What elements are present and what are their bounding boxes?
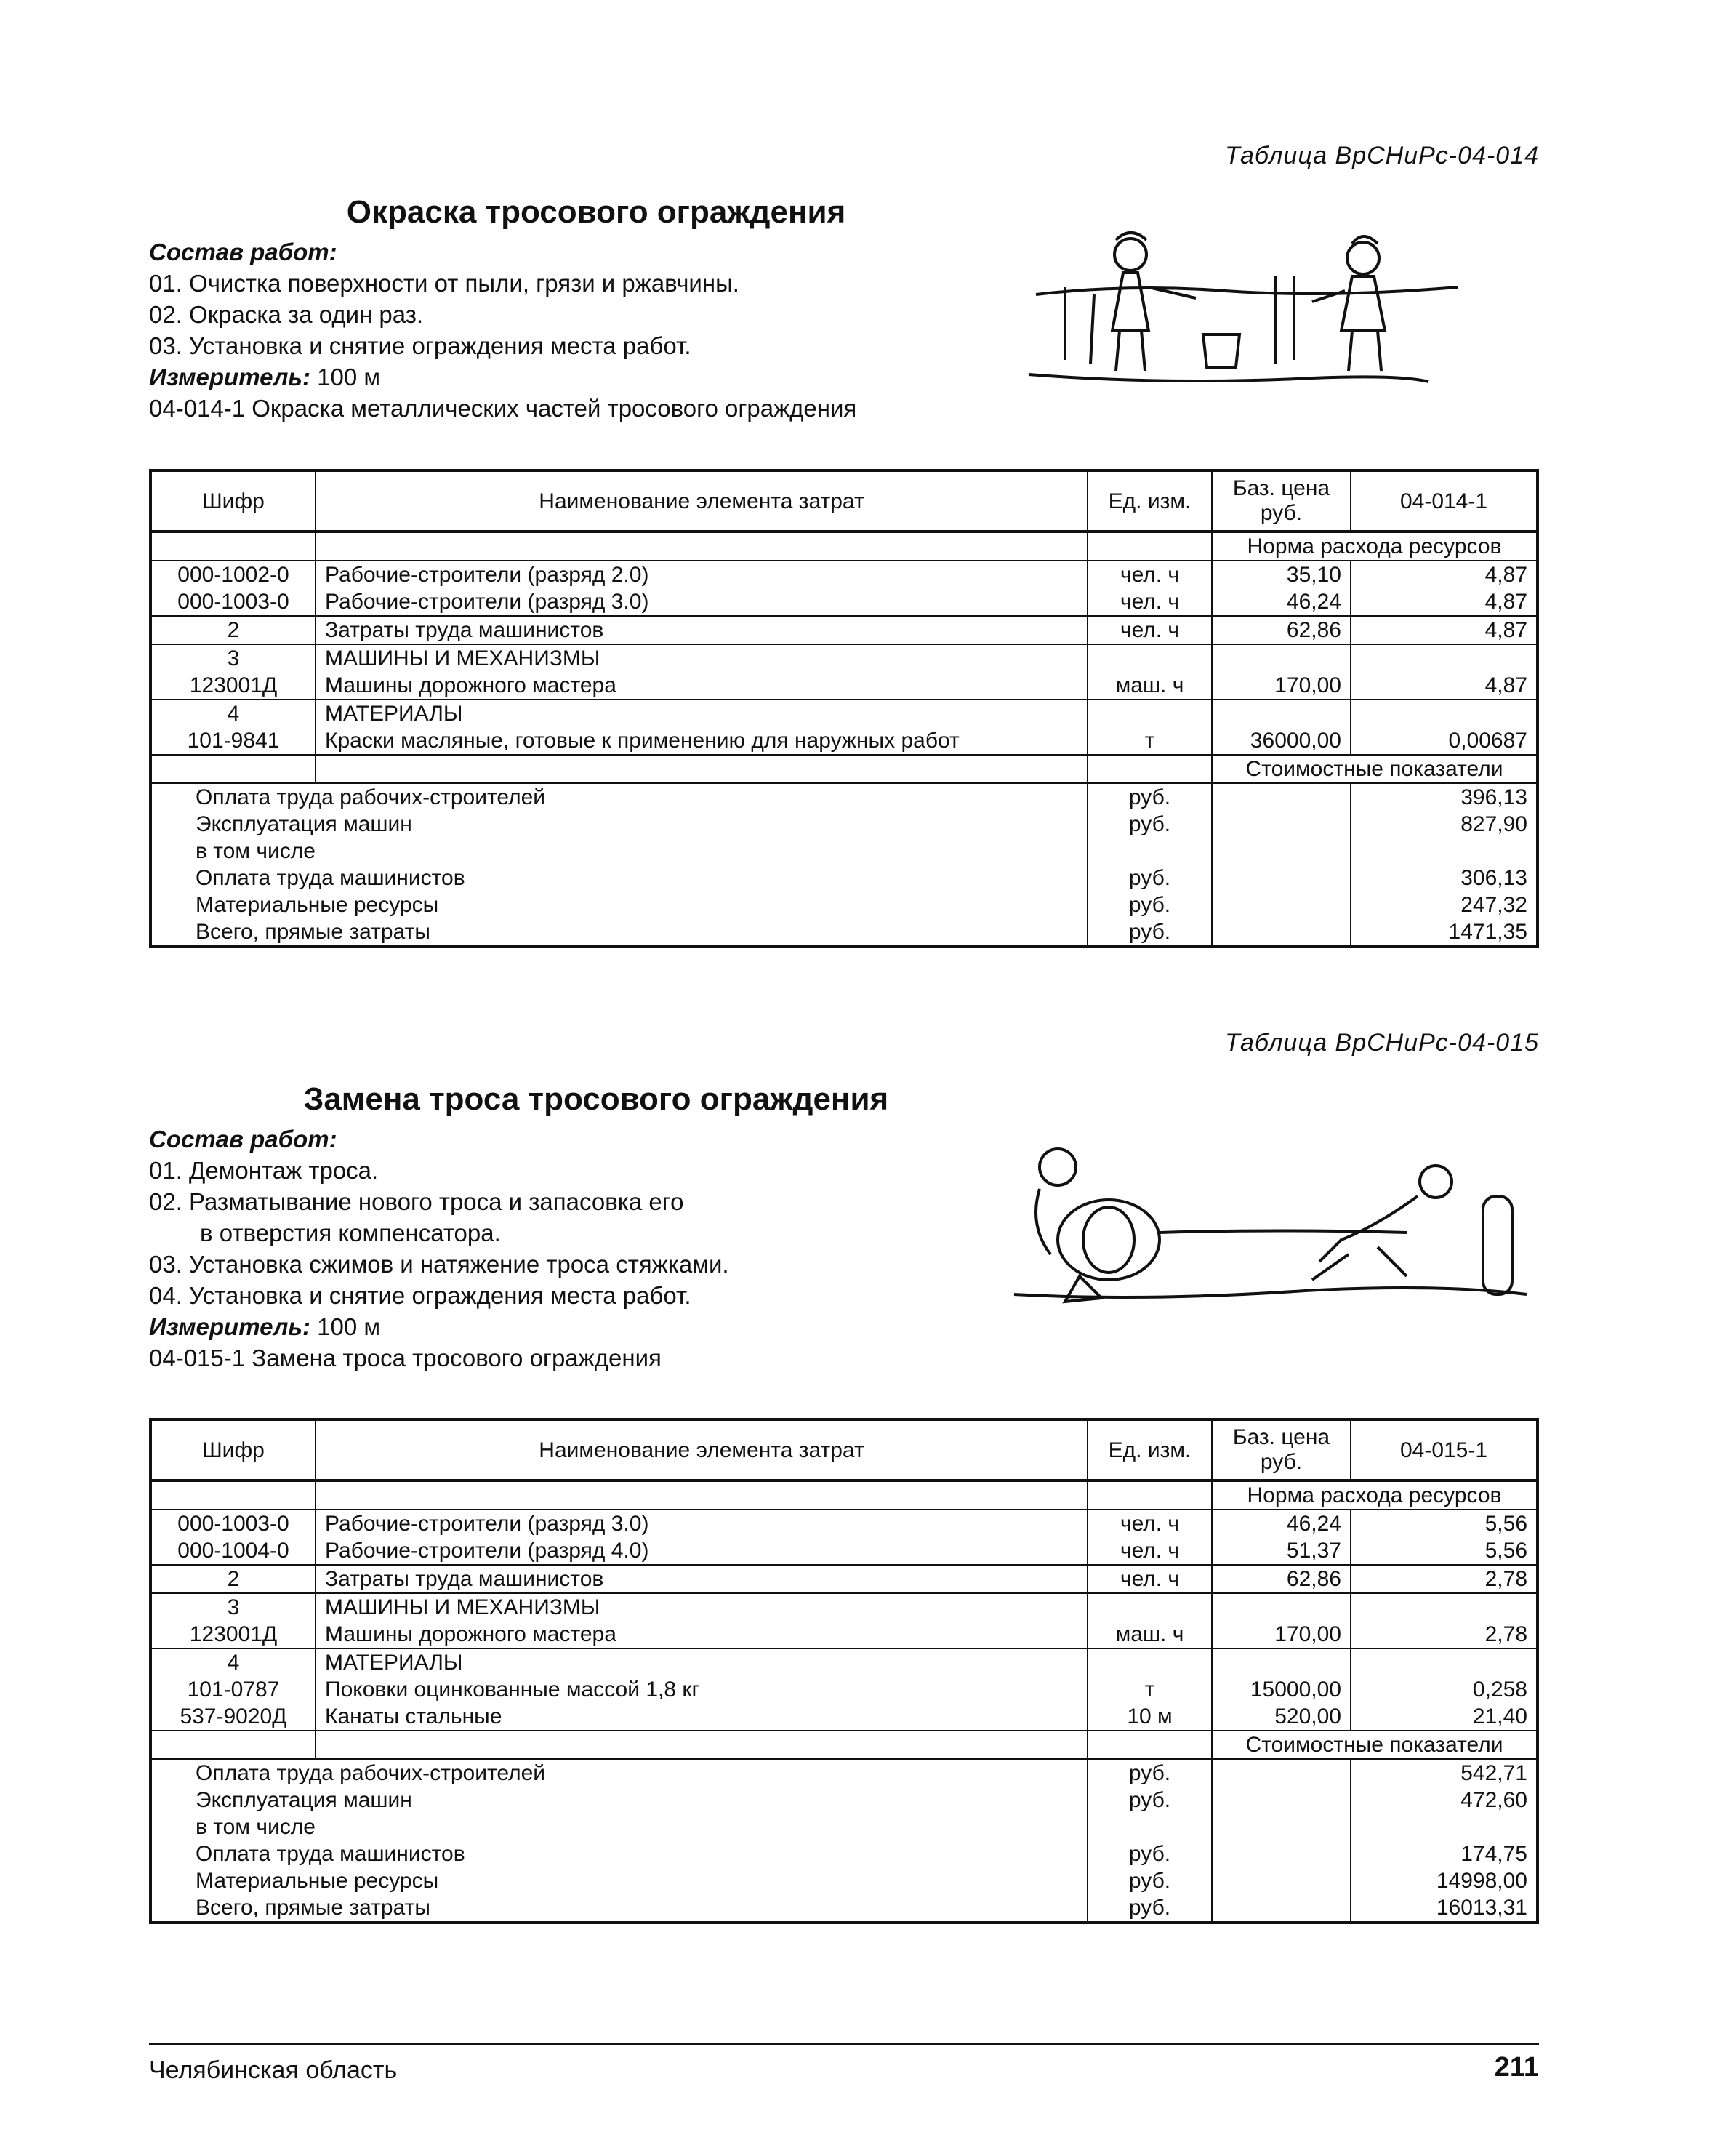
- cost-unit: руб.: [1088, 1867, 1212, 1894]
- cost-name: Материальные ресурсы: [150, 891, 1088, 918]
- table-reference: Таблица ВрСНиРс-04-014: [1224, 142, 1539, 169]
- row-value: 0,00687: [1351, 727, 1538, 755]
- table-row: [150, 1537, 1538, 1565]
- row-code: 2: [150, 616, 316, 644]
- cost-unit: руб.: [1088, 865, 1212, 891]
- meter-label: Измеритель:: [149, 364, 310, 390]
- row-value: 4,87: [1351, 616, 1538, 644]
- row-code: 123001Д: [150, 1621, 316, 1648]
- row-value: [1351, 644, 1538, 672]
- meter-value: 100 м: [310, 364, 381, 390]
- section-title: Окраска тросового ограждения: [346, 194, 846, 230]
- table-row: [150, 1510, 1538, 1537]
- cost-row: [150, 918, 1538, 947]
- row-code: 000-1004-0: [150, 1537, 316, 1565]
- cost-name: Материальные ресурсы: [150, 1867, 1088, 1894]
- cost-row: [150, 1787, 1538, 1814]
- cost-row: [150, 891, 1538, 918]
- band-norm: Норма расхода ресурсов: [1212, 532, 1538, 561]
- row-name: МАШИНЫ И МЕХАНИЗМЫ: [316, 644, 1088, 672]
- page-number: 211: [1494, 2052, 1539, 2083]
- table-row: [150, 588, 1538, 616]
- step-item: 02. Разматывание нового троса и запасовка его: [149, 1188, 684, 1215]
- meter-line: [149, 361, 856, 393]
- step-item: 03. Установка и снятие ограждения места работ.: [149, 332, 691, 359]
- table-row: [150, 727, 1538, 755]
- header-unit: Ед. изм.: [1088, 1419, 1212, 1480]
- painting-workers-illustration: [1021, 215, 1487, 396]
- table-row: [150, 1593, 1538, 1621]
- footer-rule: [149, 2043, 1539, 2045]
- row-value: 5,56: [1484, 1512, 1527, 1536]
- row-code: 000-1003-0: [150, 588, 316, 616]
- cost-unit: руб.: [1088, 891, 1212, 918]
- row-unit: чел. ч: [1088, 1565, 1212, 1593]
- row-value: [1351, 1648, 1538, 1676]
- header-code: Шифр: [150, 470, 316, 532]
- row-code: 101-0787: [150, 1676, 316, 1703]
- row-unit: чел. ч: [1088, 616, 1212, 644]
- step-item: 01. Очистка поверхности от пыли, грязи и ржавчины.: [149, 270, 739, 297]
- cost-value: [1351, 838, 1538, 865]
- header-unit: Ед. изм.: [1088, 470, 1212, 532]
- cost-value: 827,90: [1460, 812, 1527, 836]
- cable-pulling-illustration: [1000, 1138, 1530, 1305]
- step-item: 02. Окраска за один раз.: [149, 301, 424, 328]
- row-code: 123001Д: [150, 672, 316, 700]
- composition-label: Состав работ:: [149, 1126, 337, 1153]
- cost-row: [150, 865, 1538, 891]
- row-unit: чел. ч: [1088, 1510, 1212, 1537]
- row-name: Рабочие-строители (разряд 3.0): [316, 588, 1088, 616]
- cost-value: 174,75: [1460, 1842, 1527, 1866]
- row-price: 62,86: [1212, 616, 1351, 644]
- row-code: 4: [150, 1648, 316, 1676]
- row-price: 51,37: [1212, 1537, 1351, 1565]
- row-unit: [1088, 700, 1212, 727]
- cost-unit: руб.: [1088, 918, 1212, 947]
- row-name: Краски масляные, готовые к применению для наружных работ: [316, 727, 1088, 755]
- cost-unit: руб.: [1088, 811, 1212, 838]
- row-value: 2,78: [1351, 1621, 1538, 1648]
- cost-unit: руб.: [1088, 1840, 1212, 1867]
- cost-name: Эксплуатация машин: [150, 1787, 1088, 1814]
- cost-name: Эксплуатация машин: [150, 811, 1088, 838]
- row-price: 520,00: [1212, 1703, 1351, 1731]
- row-value: [1351, 1593, 1538, 1621]
- row-price: [1212, 700, 1351, 727]
- row-code: 3: [150, 644, 316, 672]
- row-code: 537-9020Д: [150, 1703, 316, 1731]
- cost-name: Всего, прямые затраты: [150, 918, 1088, 947]
- cost-row: [150, 1759, 1538, 1787]
- row-name: Канаты стальные: [316, 1703, 1088, 1731]
- row-price: 170,00: [1212, 1621, 1351, 1648]
- item-caption: 04-014-1 Окраска металлических частей тросового ограждения: [149, 395, 857, 422]
- cost-unit: [1088, 1814, 1212, 1840]
- row-price: [1212, 1593, 1351, 1621]
- header-name: Наименование элемента затрат: [316, 470, 1088, 532]
- row-unit: маш. ч: [1088, 672, 1212, 700]
- footer-region: Челябинская область: [149, 2056, 398, 2084]
- step-item: 03. Установка сжимов и натяжение троса стяжками.: [149, 1251, 729, 1278]
- section-title: Замена троса тросового ограждения: [303, 1081, 889, 1117]
- cost-unit: руб.: [1088, 1787, 1212, 1814]
- row-price: 62,86: [1212, 1565, 1351, 1593]
- header-price: Баз. цена руб.: [1212, 470, 1351, 532]
- row-unit: т: [1088, 727, 1212, 755]
- cost-table: [149, 1418, 1539, 1924]
- row-name: МАТЕРИАЛЫ: [316, 700, 1088, 727]
- step-item: 04. Установка и снятие ограждения места работ.: [149, 1282, 691, 1309]
- row-price: 46,24: [1212, 1510, 1351, 1537]
- row-unit: [1088, 1593, 1212, 1621]
- band-cost: Стоимостные показатели: [1212, 1731, 1538, 1759]
- row-code: 2: [150, 1565, 316, 1593]
- cost-row: [150, 838, 1538, 865]
- header-code: Шифр: [150, 1419, 316, 1480]
- table-row: [150, 644, 1538, 672]
- row-name: Затраты труда машинистов: [316, 616, 1088, 644]
- row-price: 15000,00: [1212, 1676, 1351, 1703]
- cost-row: [150, 811, 1538, 838]
- row-value: [1351, 700, 1538, 727]
- cost-value: 14998,00: [1436, 1869, 1527, 1893]
- row-code: 000-1002-0: [150, 561, 316, 588]
- cost-value: 306,13: [1460, 866, 1527, 890]
- item-caption: 04-015-1 Замена троса тросового ограждения: [149, 1345, 662, 1371]
- table-row: [150, 1703, 1538, 1731]
- row-value: 0,258: [1472, 1678, 1527, 1702]
- table-row: [150, 1676, 1538, 1703]
- row-unit: 10 м: [1088, 1703, 1212, 1731]
- row-name: Рабочие-строители (разряд 4.0): [316, 1537, 1088, 1565]
- row-price: 36000,00: [1212, 727, 1351, 755]
- row-value: 21,40: [1351, 1703, 1538, 1731]
- meter-label: Измеритель:: [149, 1313, 310, 1340]
- table-row: [150, 672, 1538, 700]
- row-value: 4,87: [1484, 563, 1527, 587]
- row-unit: чел. ч: [1088, 561, 1212, 588]
- row-code: 4: [150, 700, 316, 727]
- row-name: Машины дорожного мастера: [316, 672, 1088, 700]
- meter-value: 100 м: [310, 1313, 381, 1340]
- row-value: 4,87: [1351, 672, 1538, 700]
- row-price: 46,24: [1212, 588, 1351, 616]
- row-code: 000-1003-0: [150, 1510, 316, 1537]
- band-cost: Стоимостные показатели: [1212, 755, 1538, 783]
- table-row: [150, 1621, 1538, 1648]
- cost-name: Оплата труда машинистов: [150, 865, 1088, 891]
- row-value: 5,56: [1351, 1537, 1538, 1565]
- row-name: Рабочие-строители (разряд 2.0): [316, 561, 1088, 588]
- row-name: Машины дорожного мастера: [316, 1621, 1088, 1648]
- header-column: 04-015-1: [1351, 1419, 1538, 1480]
- cost-row: [150, 783, 1538, 811]
- composition-label: Состав работ:: [149, 239, 337, 265]
- row-unit: чел. ч: [1088, 588, 1212, 616]
- cost-name: в том числе: [150, 1814, 1088, 1840]
- table-row: [150, 561, 1538, 588]
- table-row: [150, 1565, 1538, 1593]
- cost-name: Оплата труда машинистов: [150, 1840, 1088, 1867]
- work-composition: [149, 1123, 729, 1374]
- meter-line: [149, 1311, 729, 1342]
- table-reference: Таблица ВрСНиРс-04-015: [1224, 1029, 1539, 1057]
- row-name: Поковки оцинкованные массой 1,8 кг: [316, 1676, 1088, 1703]
- cost-unit: руб.: [1088, 783, 1212, 811]
- cost-value: 472,60: [1460, 1788, 1527, 1812]
- cost-value: 542,71: [1460, 1761, 1527, 1785]
- cost-unit: руб.: [1088, 1759, 1212, 1787]
- cost-row: [150, 1867, 1538, 1894]
- table-row: [150, 700, 1538, 727]
- row-code: 101-9841: [150, 727, 316, 755]
- cost-name: в том числе: [150, 838, 1088, 865]
- row-name: Рабочие-строители (разряд 3.0): [316, 1510, 1088, 1537]
- row-price: [1212, 644, 1351, 672]
- cost-table: [149, 469, 1539, 948]
- row-price: [1212, 1648, 1351, 1676]
- row-name: МАШИНЫ И МЕХАНИЗМЫ: [316, 1593, 1088, 1621]
- row-unit: [1088, 644, 1212, 672]
- cost-name: Всего, прямые затраты: [150, 1894, 1088, 1923]
- band-norm: Норма расхода ресурсов: [1212, 1480, 1538, 1510]
- work-composition: [149, 236, 856, 424]
- cost-value: 396,13: [1460, 785, 1527, 809]
- step-item: в отверстия компенсатора.: [200, 1219, 501, 1246]
- row-code: 3: [150, 1593, 316, 1621]
- cost-unit: руб.: [1088, 1894, 1212, 1923]
- cost-value: 247,32: [1460, 893, 1527, 917]
- cost-name: Оплата труда рабочих-строителей: [150, 1759, 1088, 1787]
- row-price: 170,00: [1212, 672, 1351, 700]
- cost-row: [150, 1840, 1538, 1867]
- cost-value: 16013,31: [1436, 1896, 1527, 1920]
- header-column: 04-014-1: [1351, 470, 1538, 532]
- cost-unit: [1088, 838, 1212, 865]
- cost-row: [150, 1894, 1538, 1923]
- cost-value: [1351, 1814, 1538, 1840]
- cost-row: [150, 1814, 1538, 1840]
- row-value: 2,78: [1351, 1565, 1538, 1593]
- step-item: 01. Демонтаж троса.: [149, 1157, 379, 1184]
- row-name: Затраты труда машинистов: [316, 1565, 1088, 1593]
- header-name: Наименование элемента затрат: [316, 1419, 1088, 1480]
- row-price: 35,10: [1212, 561, 1351, 588]
- header-price: Баз. цена руб.: [1212, 1419, 1351, 1480]
- row-unit: т: [1088, 1676, 1212, 1703]
- row-unit: чел. ч: [1088, 1537, 1212, 1565]
- row-name: МАТЕРИАЛЫ: [316, 1648, 1088, 1676]
- table-row: [150, 1648, 1538, 1676]
- row-unit: [1088, 1648, 1212, 1676]
- cost-value: 1471,35: [1448, 920, 1527, 944]
- row-value: 4,87: [1351, 588, 1538, 616]
- cost-name: Оплата труда рабочих-строителей: [150, 783, 1088, 811]
- table-row: [150, 616, 1538, 644]
- row-unit: маш. ч: [1088, 1621, 1212, 1648]
